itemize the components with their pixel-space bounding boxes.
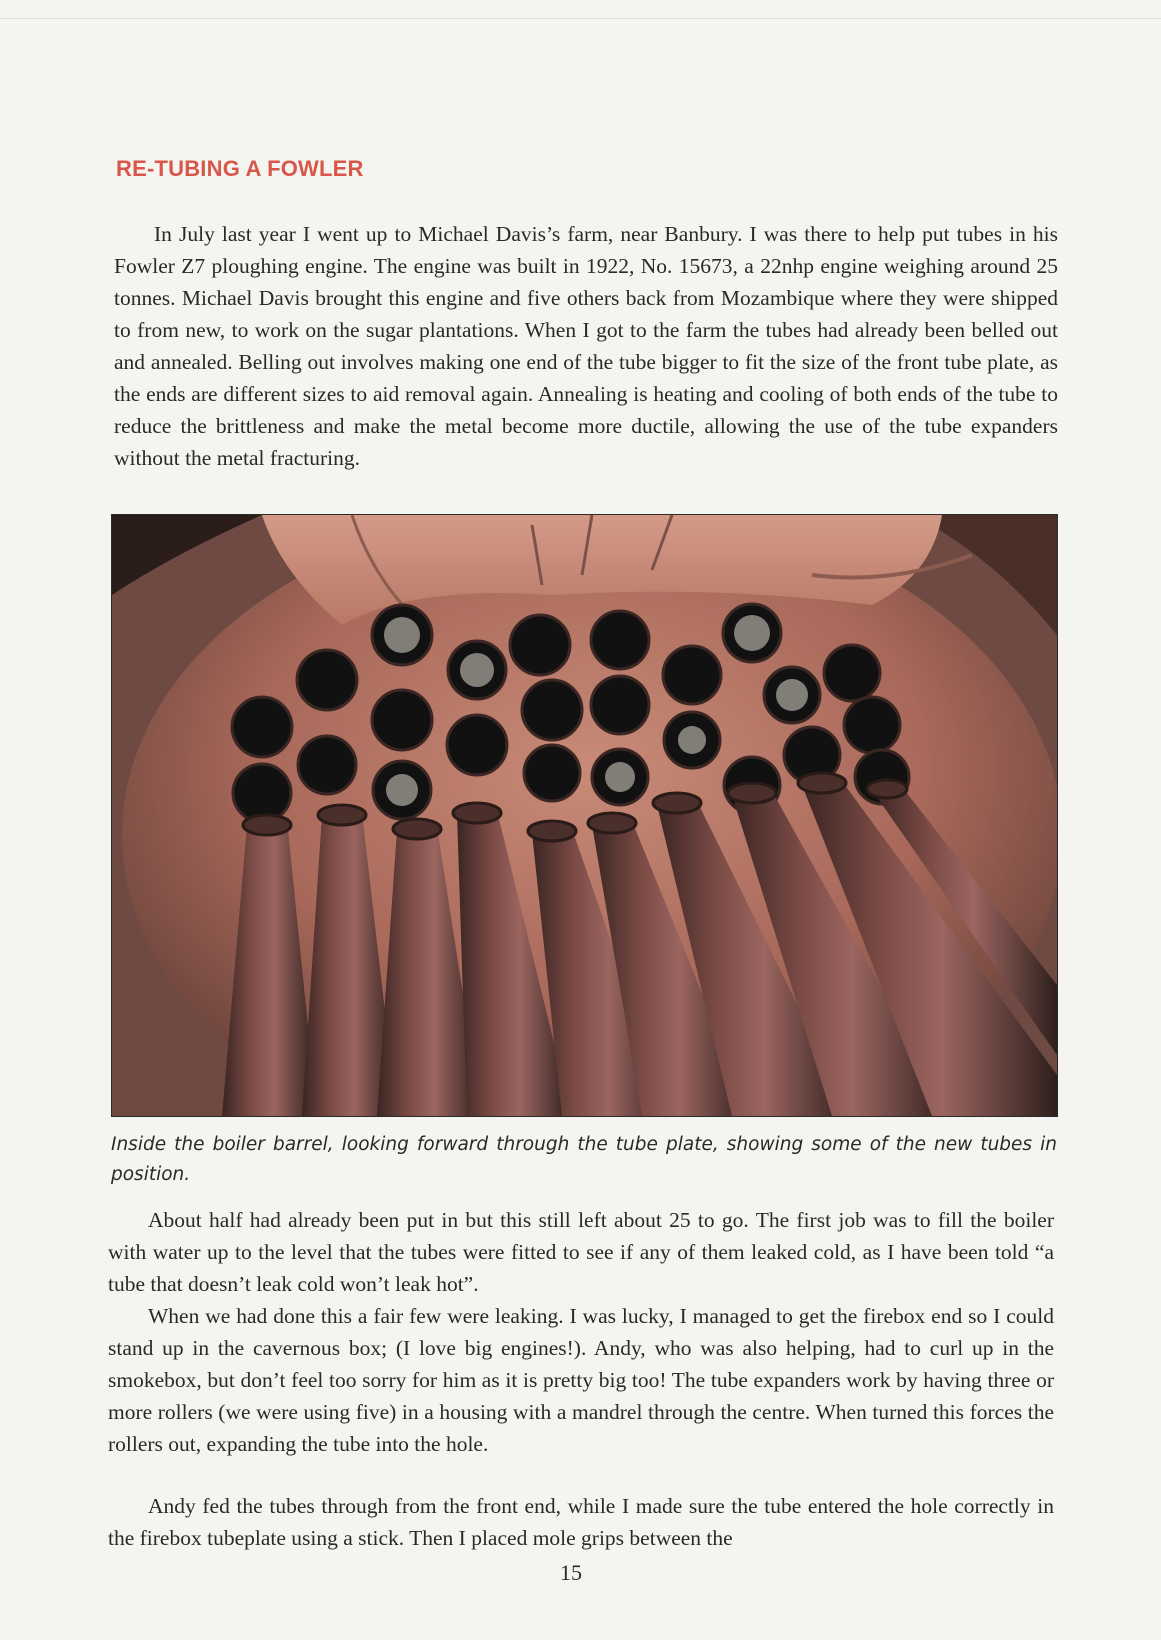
page-number: 15 [560,1560,582,1585]
paragraph-feeding-tubes: Andy fed the tubes through from the front end, while I made sure the tube entered the hole correctly in the firebox tubeplate using a stick. Then I placed mole grips between the [108,1494,1054,1550]
boiler-photo [111,514,1058,1117]
paragraph-intro: In July last year I went up to Michael Davis’s farm, near Banbury. I was there to help put tubes in his Fowler Z7 ploughing engine. The engine was built in 1922, No. 15673, a 22nhp engine weighing around 25 tonnes. Michael Davis brought this engine and five others back from Mozambique where they were shipped to from new, to work on the sugar plantations. When I got to the farm the tubes had already been belled out and annealed. Belling out involves making one end of the tube bigger to fit the size of the front tube plate, as the ends are different sizes to aid removal again. Annealing is heating and cooling of both ends of the tube to reduce the brittleness and make the metal become more ductile, allowing the use of the tube expanders without the metal fracturing. [114,222,1058,470]
photo-caption: Inside the boiler barrel, looking forward through the tube plate, showing some of the new tubes in position. [111,1134,1057,1185]
article-title: RE-TUBING A FOWLER [116,156,364,181]
paragraph-leak-test: About half had already been put in but this still left about 25 to go. The first job was to fill the boiler with water up to the level that the tubes were fitted to see if any of them leaked cold, as I have been told “a tube that doesn’t leak cold won’t leak hot”. [108,1208,1054,1296]
paragraph-expanders: When we had done this a fair few were leaking. I was lucky, I managed to get the firebox end so I could stand up in the cavernous box; (I love big engines!). Andy, who was also helping, had to curl up in the smokebox, but don’t feel too sorry for him as it is pretty big too! The tube expanders work by having three or more rollers (we were using five) in a housing with a mandrel through the centre. When turned this forces the rollers out, expanding the tube into the hole. [108,1304,1054,1456]
page-top-edge [0,18,1161,19]
